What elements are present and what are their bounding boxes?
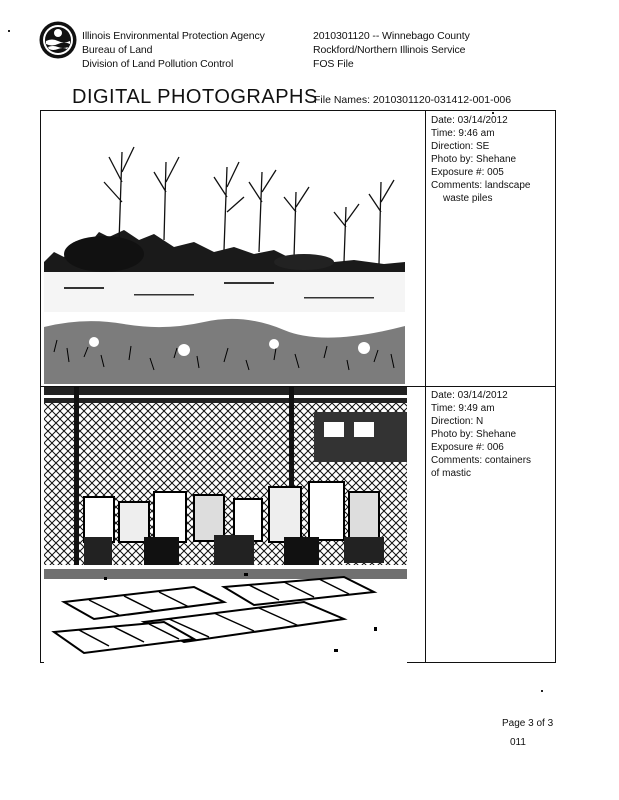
page-title: DIGITAL PHOTOGRAPHS (72, 86, 318, 108)
photo-comments-cont: waste piles (443, 193, 493, 204)
photo-time: Time: 9:46 am (431, 128, 495, 139)
scan-speck (8, 30, 10, 32)
scan-speck (492, 112, 494, 114)
photo-comments-cont: of mastic (431, 468, 472, 479)
photo-landscape-waste-piles (44, 112, 405, 384)
page-code: 011 (510, 737, 526, 748)
photo-by: Photo by: Shehane (431, 429, 517, 440)
photo-details-2 (431, 389, 531, 480)
photo-direction: Direction: SE (431, 141, 490, 152)
photo-exposure: Exposure #: 006 (431, 442, 504, 453)
photo-exposure: Exposure #: 005 (431, 167, 504, 178)
photo-containers-of-mastic (44, 387, 407, 663)
agency-name: Illinois Environmental Protection Agency (82, 30, 265, 42)
photo-comments: Comments: landscape (431, 180, 531, 191)
photo-direction: Direction: N (431, 416, 484, 427)
division-name: Division of Land Pollution Control (82, 58, 234, 70)
scan-speck (541, 690, 543, 692)
bureau-name: Bureau of Land (82, 44, 153, 56)
site-id: 2010301120 -- Winnebago County (313, 30, 470, 42)
file-names: File Names: 2010301120-031412-001-006 (314, 94, 512, 106)
agency-logo-icon (38, 20, 78, 60)
file-type: FOS File (313, 58, 354, 70)
page-number: Page 3 of 3 (502, 718, 554, 729)
photo-date: Date: 03/14/2012 (431, 390, 508, 401)
photo-details-1 (431, 114, 531, 205)
photo-time: Time: 9:49 am (431, 403, 495, 414)
site-name: Rockford/Northern Illinois Service (313, 44, 466, 56)
photo-by: Photo by: Shehane (431, 154, 517, 165)
photo-date: Date: 03/14/2012 (431, 115, 508, 126)
photo-comments: Comments: containers (431, 455, 532, 466)
agency-block (82, 29, 265, 71)
site-block (313, 29, 470, 71)
